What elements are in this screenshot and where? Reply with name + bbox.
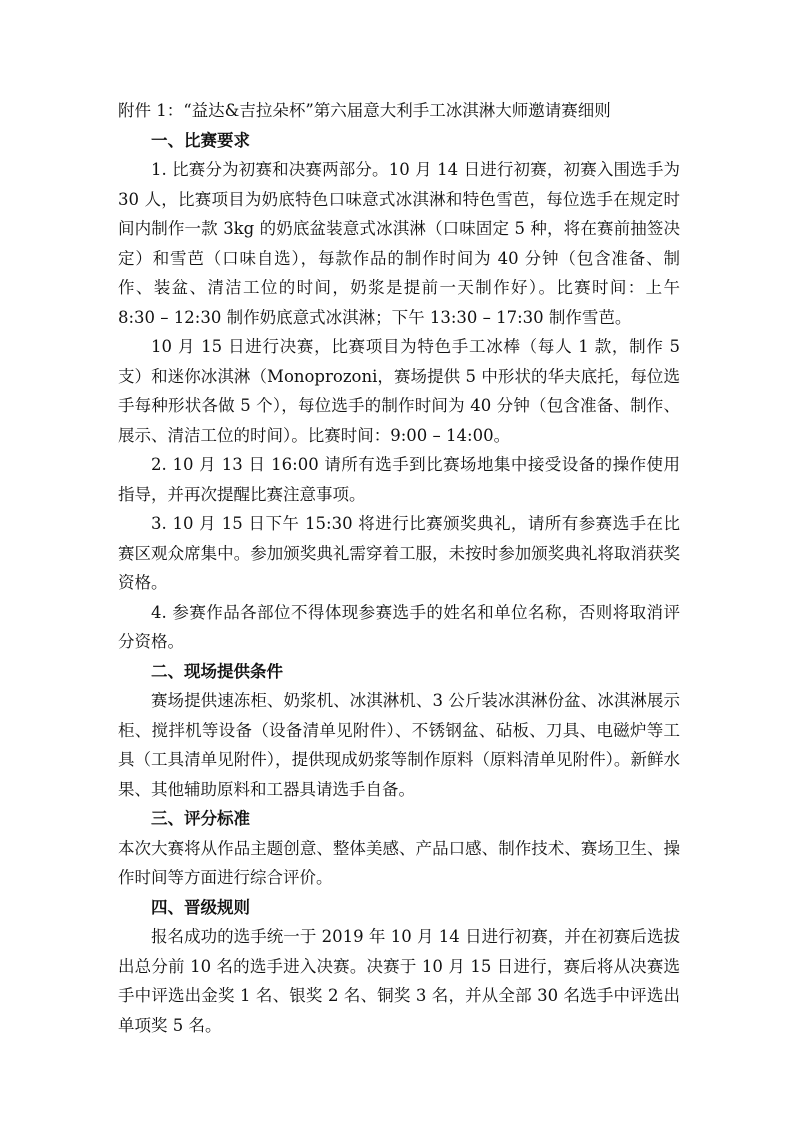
paragraph-advancement: 报名成功的选手统一于 2019 年 10 月 14 日进行初赛，并在初赛后选拔出总分前 10 名的选手进入决赛。决赛于 10 月 15 日进行，赛后将从决赛选手中评选出金奖 1 名、银奖 2 名、铜奖 3 名，并从全部 30 名选手中评选出单项奖 5 名。 xyxy=(118,927,680,1035)
paragraph-preliminary-round: 1. 比赛分为初赛和决赛两部分。10 月 14 日进行初赛，初赛入围选手为 30 人，比赛项目为奶底特色口味意式冰淇淋和特色雪芭，每位选手在规定时间内制作一款 3kg 的奶底盆装意式冰淇淋（口味固定 5 种，将在赛前抽签决定）和雪芭（口味自选），每款作品的制作时间为 40 分钟（包含准备、制作、装盆、清洁工位的时间，奶浆是提前一天制作好）。比赛时间：上午 8:30 – 12:30 制作奶底意式冰淇淋；下午 13:30 – 17:30 制作雪芭。 xyxy=(118,160,680,327)
paragraph-award-ceremony: 3. 10 月 15 日下午 15:30 将进行比赛颁奖典礼，请所有参赛选手在比赛区观众席集中。参加颁奖典礼需穿着工服，未按时参加颁奖典礼将取消获奖资格。 xyxy=(118,514,680,592)
paragraph-venue-provisions: 赛场提供速冻柜、奶浆机、冰淇淋机、3 公斤装冰淇淋份盆、冰淇淋展示柜、搅拌机等设备（设备清单见附件）、不锈钢盆、砧板、刀具、电磁炉等工具（工具清单见附件），提供现成奶浆等制作原料（原料清单见附件）。新鲜水果、其他辅助原料和工器具请选手自备。 xyxy=(118,691,680,799)
paragraph-anonymity-rule: 4. 参赛作品各部位不得体现参赛选手的姓名和单位名称，否则将取消评分资格。 xyxy=(118,602,680,651)
section-heading-requirements: 一、比赛要求 xyxy=(151,130,250,150)
section-heading-advancement: 四、晋级规则 xyxy=(151,897,250,917)
paragraph-scoring: 本次大赛将从作品主题创意、整体美感、产品口感、制作技术、赛场卫生、操作时间等方面进行综合评价。 xyxy=(118,838,680,887)
paragraph-final-round: 10 月 15 日进行决赛，比赛项目为特色手工冰棒（每人 1 款，制作 5 支）和迷你冰淇淋（Monoprozoni，赛场提供 5 中形状的华夫底托，每位选手每种形状各做 5 个），每位选手的制作时间为 40 分钟（包含准备、制作、展示、清洁工位的时间）。比赛时间：9:00 – 14:00。 xyxy=(118,337,680,445)
document-title: 附件 1：“益达&吉拉朵杯”第六届意大利手工冰淇淋大师邀请赛细则 xyxy=(118,101,611,120)
section-heading-scoring: 三、评分标准 xyxy=(151,809,250,828)
document-page xyxy=(118,96,680,1040)
section-heading-venue-provisions: 二、现场提供条件 xyxy=(151,661,283,681)
paragraph-equipment-briefing: 2. 10 月 13 日 16:00 请所有选手到比赛场地集中接受设备的操作使用指导，并再次提醒比赛注意事项。 xyxy=(118,455,680,504)
